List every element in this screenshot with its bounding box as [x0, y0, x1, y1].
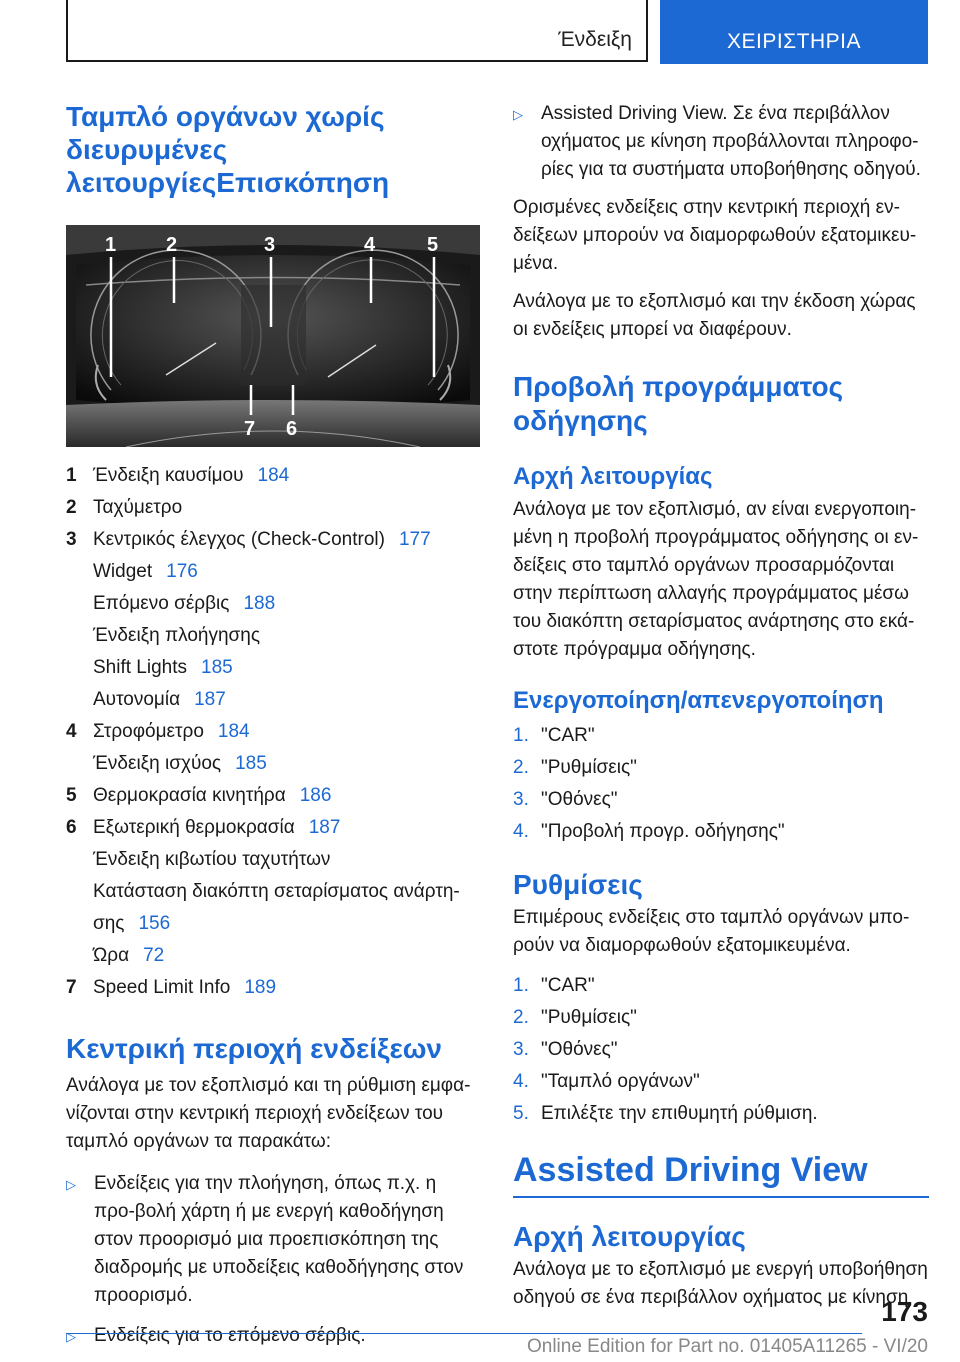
list-item [513, 100, 929, 184]
legend-row [66, 972, 480, 1004]
legend-row [66, 844, 480, 876]
legend-num: 3 [66, 529, 77, 550]
step-number: 4. [513, 1071, 529, 1092]
activate-heading: Ενεργοποίηση/απενεργοποίηση [513, 687, 884, 714]
step-number: 2. [513, 1007, 529, 1028]
bullet-text: Ενδείξεις για την πλοήγηση, όπως π.χ. η προ-βολή χάρτη ή με ενεργή καθοδήγηση στον προορισμό μια προεπισκόπηση της διαδρομής με υποδείξεις καθοδήγησης στον προορισμό. [94, 1173, 464, 1306]
legend-text: Widget [93, 561, 153, 582]
legend-text: Shift Lights [93, 657, 187, 678]
legend-row [66, 588, 480, 620]
callout-3: 3 [264, 234, 276, 256]
legend-row [66, 940, 480, 972]
legend-row [66, 716, 480, 748]
chapter-heading-block [513, 1150, 929, 1198]
legend-text: Στροφόμετρο [93, 721, 204, 742]
legend-row [66, 556, 480, 588]
list-item [66, 1170, 480, 1310]
legend-text: Ένδειξη καυσίμου [93, 465, 244, 486]
step-text: "Ρυθμίσεις" [541, 757, 637, 778]
legend-row [66, 876, 480, 940]
step-number: 2. [513, 757, 529, 778]
page-ref-link[interactable]: 187 [194, 689, 226, 710]
step-text: "Ταμπλό οργάνων" [541, 1071, 700, 1092]
legend-num [66, 620, 93, 652]
paragraph: Επιμέρους ενδείξεις στο ταμπλό οργάνων μπο-ρούν να διαμορφωθούν εξατομικευμένα. [513, 907, 910, 956]
page-title: Ταμπλό οργάνων χωρίς διευρυμένες λειτουργίεςΕπισκόπηση [66, 101, 390, 198]
paragraph: Ανάλογα με το εξοπλισμό με ενεργή υποβοήθηση οδηγού σε ένα περιβάλλον οχήματος με κίνηση [513, 1259, 928, 1308]
paragraph: Ανάλογα με το εξοπλισμό και την έκδοση χώρας οι ενδείξεις μπορεί να διαφέρουν. [513, 291, 916, 340]
footer-divider [66, 1333, 862, 1334]
legend-text: Κατάσταση διακόπτη σεταρίσματος ανάρτη-σης [93, 881, 460, 934]
page-ref-link[interactable]: 177 [398, 529, 431, 550]
bullet-arrow-icon: ▷ [66, 1329, 76, 1344]
chapter-tab [660, 0, 928, 64]
legend-row [66, 492, 480, 524]
step-number: 1. [513, 725, 529, 746]
instrument-cluster-figure [66, 225, 480, 447]
section-label: Ένδειξη [558, 28, 632, 51]
legend-num: 4 [66, 721, 77, 742]
legend-num [66, 940, 93, 972]
step-number: 4. [513, 821, 529, 842]
list-item [513, 970, 929, 1002]
step-text: "Οθόνες" [541, 789, 618, 810]
legend-row [66, 684, 480, 716]
list-item [513, 1002, 929, 1034]
list-item [513, 720, 929, 752]
step-number: 3. [513, 789, 529, 810]
legend-text: Ένδειξη κιβωτίου ταχυτήτων [93, 849, 331, 870]
principle-heading: Αρχή λειτουργίας [513, 463, 713, 490]
page-ref-link[interactable]: 185 [201, 657, 233, 678]
step-number: 5. [513, 1103, 529, 1124]
figure-legend [66, 460, 480, 1004]
legend-text: Ένδειξη πλοήγησης [93, 625, 260, 646]
callout-1: 1 [105, 234, 117, 256]
callout-2: 2 [166, 234, 178, 256]
page-header [66, 0, 928, 64]
step-text: "Προβολή προγρ. οδήγησης" [541, 821, 785, 842]
callout-5: 5 [427, 234, 439, 256]
paragraph: Ορισμένες ενδείξεις στην κεντρική περιοχή εν-δείξεων μπορούν να διαμορφωθούν εξατομικευ-μένα. [513, 197, 917, 274]
legend-text: Αυτονομία [93, 689, 181, 710]
legend-text: Ταχύμετρο [93, 497, 183, 518]
program-view-heading: Προβολή προγράμματος οδήγησης [513, 371, 844, 436]
legend-num [66, 588, 93, 620]
legend-row [66, 812, 480, 844]
settings-steps [513, 970, 929, 1130]
legend-text: Επόμενο σέρβις [93, 593, 230, 614]
page-ref-link[interactable]: 189 [244, 977, 277, 998]
legend-row [66, 748, 480, 780]
callout-7: 7 [244, 418, 256, 440]
legend-row [66, 780, 480, 812]
page-ref-link[interactable]: 72 [143, 945, 165, 966]
step-text: "Οθόνες" [541, 1039, 618, 1060]
list-item [513, 1034, 929, 1066]
settings-heading: Ρυθμίσεις [513, 869, 643, 900]
step-text: "CAR" [541, 975, 595, 996]
legend-text: Ώρα [93, 945, 130, 966]
section-tab [66, 0, 648, 62]
step-number: 1. [513, 975, 529, 996]
activate-steps [513, 720, 929, 848]
callout-6: 6 [286, 418, 298, 440]
legend-num: 7 [66, 977, 77, 998]
page-number: 173 [881, 1296, 928, 1327]
legend-num [66, 556, 93, 588]
legend-row [66, 460, 480, 492]
paragraph: Ανάλογα με τον εξοπλισμό, αν είναι ενεργοποιη-μένη η προβολή προγράμματος οδήγησης οι εν-δείξεις στο ταμπλό οργάνων προσαρμόζονται στην περίπτωση αλλαγής προγράμματος μέσω του διακόπτη σεταρίσματος ανάρτησης στο εκά-στοτε πρόγραμμα οδήγησης. [513, 499, 919, 660]
legend-text: Εξωτερική θερμοκρασία [93, 817, 295, 838]
legend-row [66, 620, 480, 652]
chapter-label: ΧΕΙΡΙΣΤΗΡΙΑ [726, 30, 861, 53]
list-item [513, 1066, 929, 1098]
list-item [513, 816, 929, 848]
legend-text: Speed Limit Info [93, 977, 231, 998]
page-ref-link[interactable]: 184 [257, 465, 290, 486]
bullet-text: Assisted Driving View. Σε ένα περιβάλλον οχήματος με κίνηση προβάλλονται πληροφο-ρίες για τα συστήματα υποβοήθησης οδηγού. [541, 103, 921, 180]
legend-num [66, 844, 93, 876]
legend-text: Ένδειξη ισχύος [93, 753, 222, 774]
left-column [66, 100, 480, 1351]
legend-num: 2 [66, 497, 77, 518]
instrument-cluster-image [66, 225, 480, 447]
step-number: 3. [513, 1039, 529, 1060]
page-ref-link[interactable]: 187 [308, 817, 341, 838]
legend-text: Κεντρικός έλεγχος (Check-Control) [93, 529, 385, 550]
page-ref-link[interactable]: 156 [138, 913, 171, 934]
legend-num [66, 652, 93, 684]
callout-4: 4 [364, 234, 376, 256]
right-column [513, 100, 929, 1312]
adv-principle-heading: Αρχή λειτουργίας [513, 1221, 746, 1252]
page-ref-link[interactable]: 188 [243, 593, 276, 614]
central-area-heading: Κεντρική περιοχή ενδείξεων [66, 1033, 442, 1064]
legend-num [66, 876, 93, 940]
legend-num [66, 748, 93, 780]
page-ref-link[interactable]: 185 [235, 753, 267, 774]
page-ref-link[interactable]: 176 [166, 561, 198, 582]
page-ref-link[interactable]: 184 [217, 721, 250, 742]
central-area-text: Ανάλογα με τον εξοπλισμό και τη ρύθμιση εμφα-νίζονται στην κεντρική περιοχή ενδείξεων του ταμπλό οργάνων τα παρακάτω: [66, 1075, 471, 1152]
list-item [513, 1098, 929, 1130]
bullet-arrow-icon: ▷ [513, 107, 523, 122]
central-bullets [66, 1170, 480, 1351]
legend-text: Θερμοκρασία κινητήρα [93, 785, 286, 806]
step-text: "Ρυθμίσεις" [541, 1007, 637, 1028]
assisted-driving-heading: Assisted Driving View [513, 1151, 868, 1189]
legend-num [66, 684, 93, 716]
bullet-text: Ενδείξεις για το επόμενο σέρβις. [94, 1325, 366, 1346]
legend-row [66, 524, 480, 556]
legend-row [66, 652, 480, 684]
legend-num: 1 [66, 465, 77, 486]
legend-num: 6 [66, 817, 77, 838]
list-item [513, 784, 929, 816]
bullet-arrow-icon: ▷ [66, 1177, 76, 1192]
step-text: "CAR" [541, 725, 595, 746]
edition-text: Online Edition for Part no. 01405A11265 - VI/20 [526, 1336, 928, 1357]
legend-num: 5 [66, 785, 77, 806]
page-ref-link[interactable]: 186 [299, 785, 332, 806]
list-item [513, 752, 929, 784]
step-text: Επιλέξτε την επιθυμητή ρύθμιση. [541, 1103, 818, 1124]
